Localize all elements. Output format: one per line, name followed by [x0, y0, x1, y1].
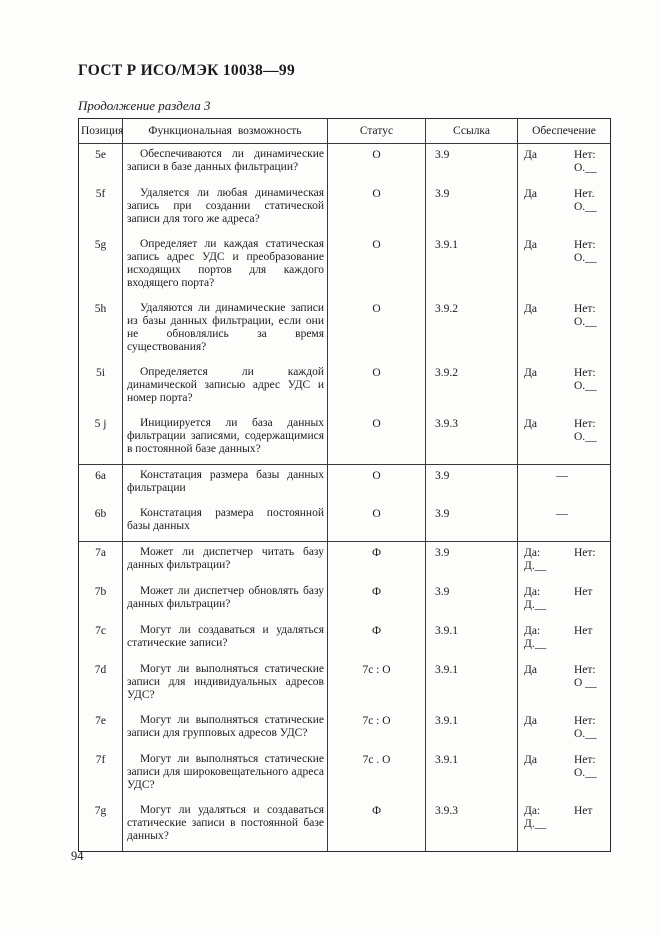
row-position: 5 j: [94, 418, 107, 430]
column-header-reference: Ссылка: [426, 119, 518, 144]
support-no-label: Нет:: [574, 754, 596, 766]
support-no-label: Нет:: [574, 239, 596, 251]
support-no-blank: О __: [574, 677, 597, 689]
row-position: 5i: [96, 367, 105, 379]
row-reference: 3.9: [426, 144, 518, 184]
support-no-blank: О.__: [574, 316, 597, 328]
row-position: 5h: [94, 303, 107, 315]
row-feature-text: Констатация размера постоянной базы данных: [127, 507, 324, 532]
support-yes-label: Да: [524, 188, 537, 200]
support-yes-block: [524, 188, 574, 214]
support-no-label: Нет:: [574, 664, 596, 676]
support-yes-block: [524, 754, 574, 780]
support-yes-block: [524, 547, 574, 573]
support-no-label: Нет.: [574, 188, 595, 200]
support-yes-label: Да:: [524, 547, 541, 559]
row-feature-text: Удаляются ли динамические записи из базы данных фильтрации, если они не обновлялись за время существования?: [127, 302, 324, 353]
row-status: 7c : О: [328, 659, 426, 710]
table-row: [79, 183, 611, 234]
support-no-label: Нет: [574, 625, 593, 637]
row-support: [524, 625, 606, 651]
row-status: О: [328, 298, 426, 362]
support-no-block: [574, 805, 606, 831]
support-not-applicable-dash: —: [556, 470, 568, 482]
support-no-block: [574, 303, 606, 329]
support-no-label: Нет:: [574, 547, 596, 559]
row-reference: 3.9.1: [426, 710, 518, 749]
table-row: [79, 234, 611, 298]
table-row: [79, 542, 611, 582]
row-position: 5e: [95, 149, 106, 161]
row-feature-text: Удаляется ли любая динамическая запись при создании статической записи для того же адреса?: [127, 187, 324, 225]
row-position: 7c: [95, 625, 106, 637]
row-status: 7c . О: [328, 749, 426, 800]
support-no-block: [574, 188, 606, 214]
support-yes-block: [524, 805, 574, 831]
section-continuation-label: Продолжение раздела 3: [78, 98, 211, 113]
row-support: [524, 754, 606, 780]
row-position: 6a: [79, 465, 123, 504]
row-status: О: [328, 465, 426, 504]
support-yes-label: Да: [524, 754, 537, 766]
support-no-blank: О.__: [574, 728, 597, 740]
row-position: 7a: [79, 542, 123, 582]
row-feature-text: Инициируется ли база данных фильтрации записями, содержащимися в постоянной базе данных?: [127, 417, 324, 455]
support-no-label: Нет:: [574, 303, 596, 315]
support-yes-label: Да:: [524, 805, 541, 817]
table-row: [79, 659, 611, 710]
row-status: 7c : О: [328, 710, 426, 749]
support-no-block: [574, 664, 606, 690]
row-support: [524, 664, 606, 690]
row-feature-text: Могут ли удаляться и создаваться статические записи в постоянной базе данных?: [127, 804, 324, 842]
support-not-applicable-dash: —: [556, 508, 568, 520]
row-reference: 3.9: [426, 581, 518, 620]
column-header-position: Позиция: [79, 119, 123, 144]
support-no-block: [574, 625, 606, 651]
table-row: [79, 710, 611, 749]
support-yes-blank: Д.__: [524, 818, 547, 830]
support-yes-label: Да: [524, 418, 537, 430]
row-reference: 3.9: [426, 503, 518, 542]
row-position: 7b: [94, 586, 107, 598]
row-support: [524, 188, 606, 214]
support-yes-label: Да: [524, 239, 537, 251]
row-reference: 3.9.1: [426, 234, 518, 298]
table-row: [79, 800, 611, 852]
support-no-block: [574, 367, 606, 393]
row-status: О: [328, 234, 426, 298]
support-no-label: Нет:: [574, 418, 596, 430]
support-no-block: [574, 754, 606, 780]
support-yes-label: Да: [524, 664, 537, 676]
table-row: [79, 620, 611, 659]
row-status: Ф: [328, 581, 426, 620]
table-group: [79, 542, 611, 852]
table-row: [79, 465, 611, 504]
row-support: [524, 586, 606, 612]
row-reference: 3.9: [426, 542, 518, 582]
support-no-label: Нет:: [574, 715, 596, 727]
support-yes-block: [524, 586, 574, 612]
table-header: [79, 119, 611, 144]
column-header-feature: Функциональная возможность: [123, 119, 328, 144]
support-no-block: [574, 547, 606, 573]
row-feature-text: Обеспечиваются ли динамические записи в базе данных фильтрации?: [127, 148, 324, 173]
row-support: [524, 367, 606, 393]
support-yes-label: Да: [524, 303, 537, 315]
support-yes-block: [524, 664, 574, 690]
table-group: [79, 144, 611, 465]
support-yes-block: [524, 625, 574, 651]
row-status: О: [328, 362, 426, 413]
row-support: [524, 805, 606, 831]
row-feature-text: Определяет ли каждая статическая запись адрес УДС и преобразование исходящих портов для каждого входящего порта?: [127, 238, 324, 289]
page-number: 94: [71, 849, 84, 863]
row-support: [524, 418, 606, 444]
support-yes-block: [524, 418, 574, 444]
row-position: 5f: [95, 188, 106, 200]
table-header-row: [79, 119, 611, 144]
support-yes-label: Да: [524, 149, 537, 161]
support-yes-label: Да: [524, 367, 537, 379]
row-reference: 3.9.1: [426, 749, 518, 800]
row-support: [524, 547, 606, 573]
row-reference: 3.9.3: [426, 800, 518, 852]
support-yes-block: [524, 367, 574, 393]
support-no-label: Нет: [574, 805, 593, 817]
row-position: 7d: [94, 664, 107, 676]
table-row: [79, 503, 611, 542]
support-no-block: [574, 239, 606, 265]
row-feature-text: Может ли диспетчер читать базу данных фильтрации?: [127, 546, 324, 571]
table-row: [79, 144, 611, 184]
row-status: О: [328, 413, 426, 465]
conformance-table: [78, 118, 611, 852]
support-no-blank: О.__: [574, 252, 597, 264]
table-row: [79, 298, 611, 362]
row-position: 6b: [94, 508, 107, 520]
row-reference: 3.9: [426, 465, 518, 504]
row-support: [524, 239, 606, 265]
row-support: [524, 149, 606, 175]
support-yes-blank: Д.__: [524, 599, 547, 611]
support-no-blank: О.__: [574, 201, 597, 213]
support-no-block: [574, 715, 606, 741]
table-group: [79, 465, 611, 542]
column-header-support: Обеспечение: [518, 119, 611, 144]
support-yes-block: [524, 303, 574, 329]
row-status: Ф: [328, 542, 426, 582]
support-no-blank: О.__: [574, 767, 597, 779]
column-header-status: Статус: [328, 119, 426, 144]
row-feature-text: Могут ли выполняться статические записи для индивидуальных адресов УДС?: [127, 663, 324, 701]
row-status: О: [328, 144, 426, 184]
row-position: 7g: [94, 805, 107, 817]
support-no-blank: О.__: [574, 162, 597, 174]
support-no-block: [574, 149, 606, 175]
row-reference: 3.9.2: [426, 362, 518, 413]
support-no-blank: О.__: [574, 431, 597, 443]
support-yes-block: [524, 715, 574, 741]
row-reference: 3.9: [426, 183, 518, 234]
row-feature-text: Определяется ли каждой динамической записью адрес УДС и номер порта?: [127, 366, 324, 404]
row-position: 5g: [94, 239, 107, 251]
row-position: 7f: [95, 754, 106, 766]
row-status: Ф: [328, 620, 426, 659]
table-row: [79, 362, 611, 413]
support-yes-label: Да:: [524, 586, 541, 598]
support-no-block: [574, 586, 606, 612]
row-feature-text: Констатация размера базы данных фильтрации: [127, 469, 324, 494]
row-reference: 3.9.3: [426, 413, 518, 465]
support-yes-block: [524, 149, 574, 175]
table-row: [79, 749, 611, 800]
row-reference: 3.9.1: [426, 659, 518, 710]
support-no-label: Нет:: [574, 367, 596, 379]
support-yes-blank: Д.__: [524, 560, 547, 572]
support-no-blank: О.__: [574, 380, 597, 392]
standard-title: ГОСТ Р ИСО/МЭК 10038—99: [78, 62, 295, 79]
row-reference: 3.9.2: [426, 298, 518, 362]
support-no-block: [574, 418, 606, 444]
row-status: О: [328, 183, 426, 234]
support-yes-blank: Д.__: [524, 638, 547, 650]
support-no-label: Нет: [574, 586, 593, 598]
table-row: [79, 581, 611, 620]
row-feature-text: Могут ли выполняться статические записи для широковещательного адреса УДС?: [127, 753, 324, 791]
support-no-label: Нет:: [574, 149, 596, 161]
row-support: [524, 303, 606, 329]
support-yes-label: Да: [524, 715, 537, 727]
row-feature-text: Может ли диспетчер обновлять базу данных фильтрации?: [127, 585, 324, 610]
row-status: Ф: [328, 800, 426, 852]
support-yes-block: [524, 239, 574, 265]
row-support: [524, 715, 606, 741]
row-feature-text: Могут ли создаваться и удаляться статические записи?: [127, 624, 324, 649]
row-reference: 3.9.1: [426, 620, 518, 659]
row-position: 7e: [95, 715, 106, 727]
table-row: [79, 413, 611, 465]
row-status: О: [328, 503, 426, 542]
row-feature-text: Могут ли выполняться статические записи для групповых адресов УДС?: [127, 714, 324, 739]
support-yes-label: Да:: [524, 625, 541, 637]
